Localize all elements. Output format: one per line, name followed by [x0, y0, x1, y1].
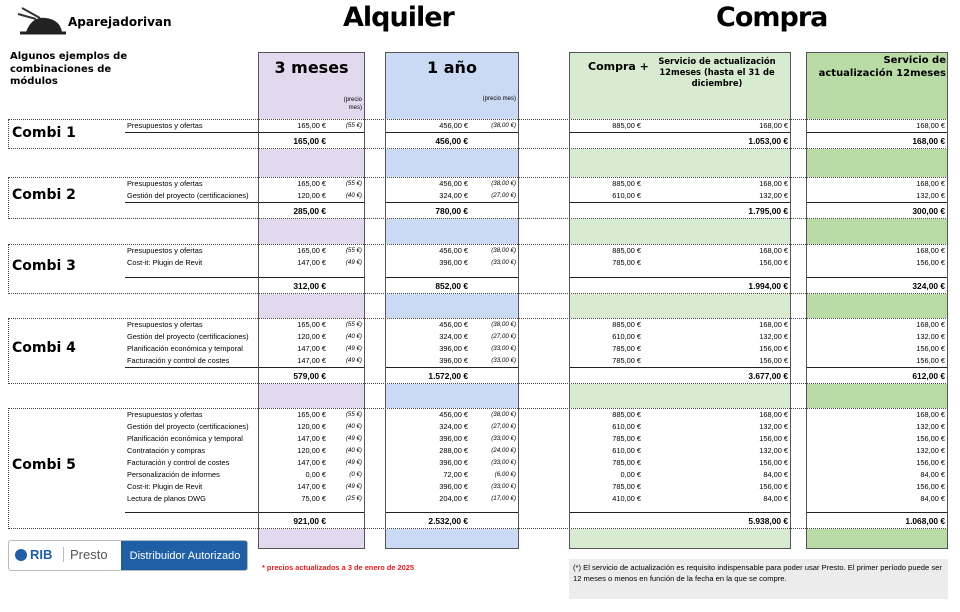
- module-name: Cost-it: Plugin de Revit: [127, 258, 203, 267]
- price-compra: 610,00 €: [612, 332, 641, 341]
- price-3meses: 120,00 €: [297, 191, 326, 200]
- month-1ano: (33,00 €): [491, 344, 516, 352]
- total-line: [125, 202, 365, 203]
- total-3meses: 312,00 €: [293, 281, 326, 291]
- month-1ano: (33,00 €): [491, 356, 516, 364]
- total-line: [125, 132, 365, 133]
- month-3meses: (40 €): [345, 446, 362, 454]
- price-3meses: 165,00 €: [297, 320, 326, 329]
- month-3meses: (55 €): [345, 246, 362, 254]
- price-servicio-12m: 156,00 €: [916, 258, 945, 267]
- price-compra: 885,00 €: [612, 179, 641, 188]
- month-3meses: (25 €): [345, 494, 362, 502]
- module-name: Lectura de planos DWG: [127, 494, 206, 503]
- total-compra: 3.677,00 €: [748, 371, 788, 381]
- price-1ano: 288,00 €: [439, 446, 468, 455]
- total-servicio-12m: 612,00 €: [912, 371, 945, 381]
- month-3meses: (49 €): [345, 258, 362, 266]
- month-1ano: (17,00 €): [491, 494, 516, 502]
- price-1ano: 324,00 €: [439, 191, 468, 200]
- price-note: * precios actualizados a 3 de enero de 2025: [262, 563, 414, 572]
- price-1ano: 396,00 €: [439, 356, 468, 365]
- total-line: [125, 512, 365, 513]
- heading-compra: Compra: [716, 2, 828, 33]
- price-3meses: 165,00 €: [297, 410, 326, 419]
- col-svc2-title: Servicio de actualización 12meses: [818, 55, 946, 79]
- price-servicio: 132,00 €: [759, 422, 788, 431]
- total-compra: 1.994,00 €: [748, 281, 788, 291]
- price-servicio-12m: 168,00 €: [916, 320, 945, 329]
- col-3meses-title: 3 meses: [274, 58, 349, 77]
- month-3meses: (49 €): [345, 458, 362, 466]
- total-1ano: 2.532,00 €: [428, 516, 468, 526]
- price-3meses: 147,00 €: [297, 356, 326, 365]
- module-name: Facturación y control de costes: [127, 356, 230, 365]
- month-3meses: (55 €): [345, 410, 362, 418]
- total-line: [385, 132, 519, 133]
- module-name: Gestión del proyecto (certificaciones): [127, 332, 249, 341]
- hat-feather-icon: [14, 4, 70, 38]
- total-servicio-12m: 324,00 €: [912, 281, 945, 291]
- col-3meses-note: (precio mes): [343, 97, 362, 111]
- col-svc-title: Servicio de actualización 12meses (hasta el 31 de diciembre): [658, 56, 776, 88]
- combi-label: Combi 4: [12, 339, 76, 356]
- presto-brand: Presto: [63, 547, 108, 562]
- price-1ano: 456,00 €: [439, 320, 468, 329]
- price-compra: 610,00 €: [612, 422, 641, 431]
- price-servicio: 168,00 €: [759, 410, 788, 419]
- total-line: [569, 202, 791, 203]
- price-servicio-12m: 84,00 €: [920, 470, 945, 479]
- price-3meses: 120,00 €: [297, 422, 326, 431]
- price-servicio: 156,00 €: [759, 344, 788, 353]
- total-line: [806, 132, 948, 133]
- module-name: Contratación y compras: [127, 446, 206, 455]
- price-3meses: 147,00 €: [297, 434, 326, 443]
- total-compra: 1.795,00 €: [748, 206, 788, 216]
- rib-badge: [8, 540, 248, 571]
- month-1ano: (27,00 €): [491, 191, 516, 199]
- total-1ano: 456,00 €: [435, 136, 468, 146]
- month-3meses: (0 €): [349, 470, 362, 478]
- price-servicio: 156,00 €: [759, 258, 788, 267]
- distributor-label: Distribuidor Autorizado: [121, 541, 248, 571]
- brand-name: Aparejadorivan: [68, 15, 172, 29]
- price-compra: 785,00 €: [612, 482, 641, 491]
- total-line: [569, 367, 791, 368]
- brand-logo: [14, 4, 254, 38]
- service-note: (*) El servicio de actualización es requisito indispensable para poder usar Presto. El primer período puede ser 12 meses o menos en función de la fecha en la que se compre.: [569, 559, 948, 599]
- month-1ano: (33,00 €): [491, 482, 516, 490]
- price-compra: 785,00 €: [612, 344, 641, 353]
- price-1ano: 456,00 €: [439, 179, 468, 188]
- total-servicio-12m: 168,00 €: [912, 136, 945, 146]
- combi-label: Combi 2: [12, 186, 76, 203]
- month-1ano: (27,00 €): [491, 422, 516, 430]
- price-compra: 785,00 €: [612, 458, 641, 467]
- total-compra: 1.053,00 €: [748, 136, 788, 146]
- total-servicio-12m: 300,00 €: [912, 206, 945, 216]
- price-1ano: 324,00 €: [439, 332, 468, 341]
- price-servicio-12m: 156,00 €: [916, 458, 945, 467]
- month-3meses: (55 €): [345, 320, 362, 328]
- price-1ano: 324,00 €: [439, 422, 468, 431]
- total-line: [569, 132, 791, 133]
- price-1ano: 396,00 €: [439, 344, 468, 353]
- month-3meses: (49 €): [345, 344, 362, 352]
- price-compra: 885,00 €: [612, 410, 641, 419]
- price-1ano: 456,00 €: [439, 121, 468, 130]
- col-1ano-title: 1 año: [427, 58, 477, 77]
- price-servicio-12m: 168,00 €: [916, 179, 945, 188]
- price-compra: 610,00 €: [612, 446, 641, 455]
- price-compra: 785,00 €: [612, 356, 641, 365]
- module-name: Presupuestos y ofertas: [127, 179, 203, 188]
- col-1ano-note: (precio mes): [482, 96, 516, 102]
- price-servicio-12m: 168,00 €: [916, 410, 945, 419]
- price-1ano: 396,00 €: [439, 258, 468, 267]
- rib-logo-icon: [15, 549, 27, 561]
- month-1ano: (33,00 €): [491, 458, 516, 466]
- module-name: Personalización de informes: [127, 470, 220, 479]
- module-name: Planificación económica y temporal: [127, 344, 243, 353]
- month-1ano: (24,00 €): [491, 446, 516, 454]
- price-servicio: 132,00 €: [759, 191, 788, 200]
- month-3meses: (40 €): [345, 191, 362, 199]
- total-line: [569, 277, 791, 278]
- price-compra: 885,00 €: [612, 320, 641, 329]
- price-servicio: 156,00 €: [759, 434, 788, 443]
- price-3meses: 120,00 €: [297, 332, 326, 341]
- total-3meses: 579,00 €: [293, 371, 326, 381]
- price-servicio-12m: 168,00 €: [916, 246, 945, 255]
- combi-label: Combi 3: [12, 257, 76, 274]
- price-servicio: 84,00 €: [763, 494, 788, 503]
- price-servicio-12m: 132,00 €: [916, 332, 945, 341]
- price-3meses: 165,00 €: [297, 246, 326, 255]
- month-1ano: (33,00 €): [491, 258, 516, 266]
- combi-label: Combi 5: [12, 457, 76, 473]
- total-line: [806, 367, 948, 368]
- price-3meses: 165,00 €: [297, 179, 326, 188]
- module-name: Gestión del proyecto (certificaciones): [127, 422, 249, 431]
- price-compra: 885,00 €: [612, 246, 641, 255]
- price-3meses: 147,00 €: [297, 344, 326, 353]
- total-3meses: 165,00 €: [293, 136, 326, 146]
- total-line: [125, 277, 365, 278]
- month-1ano: (27,00 €): [491, 332, 516, 340]
- price-3meses: 147,00 €: [297, 458, 326, 467]
- month-3meses: (55 €): [345, 121, 362, 129]
- total-3meses: 921,00 €: [293, 516, 326, 526]
- price-servicio-12m: 132,00 €: [916, 422, 945, 431]
- price-1ano: 72,00 €: [443, 470, 468, 479]
- total-line: [806, 277, 948, 278]
- module-name: Planificación económica y temporal: [127, 434, 243, 443]
- price-compra: 785,00 €: [612, 258, 641, 267]
- price-servicio: 132,00 €: [759, 446, 788, 455]
- total-1ano: 1.572,00 €: [428, 371, 468, 381]
- total-line: [385, 512, 519, 513]
- module-name: Presupuestos y ofertas: [127, 410, 203, 419]
- price-3meses: 75,00 €: [301, 494, 326, 503]
- price-1ano: 456,00 €: [439, 410, 468, 419]
- col-compra-title: Compra +: [588, 60, 649, 73]
- price-compra: 885,00 €: [612, 121, 641, 130]
- price-servicio-12m: 156,00 €: [916, 482, 945, 491]
- price-servicio-12m: 156,00 €: [916, 356, 945, 365]
- module-name: Gestión del proyecto (certificaciones): [127, 191, 249, 200]
- price-servicio-12m: 156,00 €: [916, 344, 945, 353]
- price-1ano: 456,00 €: [439, 246, 468, 255]
- price-servicio-12m: 168,00 €: [916, 121, 945, 130]
- price-servicio: 156,00 €: [759, 458, 788, 467]
- price-1ano: 396,00 €: [439, 458, 468, 467]
- month-1ano: (38,00 €): [491, 121, 516, 129]
- price-servicio: 156,00 €: [759, 356, 788, 365]
- module-name: Presupuestos y ofertas: [127, 320, 203, 329]
- price-1ano: 396,00 €: [439, 482, 468, 491]
- total-compra: 5.938,00 €: [748, 516, 788, 526]
- total-line: [806, 202, 948, 203]
- module-name: Facturación y control de costes: [127, 458, 230, 467]
- price-compra: 785,00 €: [612, 434, 641, 443]
- total-line: [385, 277, 519, 278]
- total-line: [806, 512, 948, 513]
- price-3meses: 165,00 €: [297, 121, 326, 130]
- month-3meses: (49 €): [345, 356, 362, 364]
- price-1ano: 204,00 €: [439, 494, 468, 503]
- total-line: [385, 367, 519, 368]
- month-1ano: (33,00 €): [491, 434, 516, 442]
- price-servicio: 168,00 €: [759, 179, 788, 188]
- price-servicio: 156,00 €: [759, 482, 788, 491]
- price-3meses: 120,00 €: [297, 446, 326, 455]
- total-1ano: 852,00 €: [435, 281, 468, 291]
- total-line: [125, 367, 365, 368]
- month-3meses: (55 €): [345, 179, 362, 187]
- price-compra: 610,00 €: [612, 191, 641, 200]
- price-compra: 410,00 €: [612, 494, 641, 503]
- module-name: Presupuestos y ofertas: [127, 121, 203, 130]
- total-servicio-12m: 1.068,00 €: [905, 516, 945, 526]
- month-3meses: (49 €): [345, 482, 362, 490]
- month-1ano: (38,00 €): [491, 410, 516, 418]
- rib-brand: RIB: [30, 547, 53, 562]
- price-1ano: 396,00 €: [439, 434, 468, 443]
- total-1ano: 780,00 €: [435, 206, 468, 216]
- price-servicio-12m: 156,00 €: [916, 434, 945, 443]
- price-servicio: 168,00 €: [759, 121, 788, 130]
- month-1ano: (38,00 €): [491, 246, 516, 254]
- price-compra: 0,00 €: [620, 470, 641, 479]
- month-3meses: (49 €): [345, 434, 362, 442]
- month-1ano: (6,00 €): [494, 470, 516, 478]
- combi-label: Combi 1: [12, 125, 76, 141]
- price-3meses: 147,00 €: [297, 482, 326, 491]
- price-servicio: 132,00 €: [759, 332, 788, 341]
- price-servicio: 168,00 €: [759, 246, 788, 255]
- total-3meses: 285,00 €: [293, 206, 326, 216]
- total-line: [385, 202, 519, 203]
- price-3meses: 0,00 €: [305, 470, 326, 479]
- module-name: Presupuestos y ofertas: [127, 246, 203, 255]
- total-line: [569, 512, 791, 513]
- price-servicio: 168,00 €: [759, 320, 788, 329]
- month-3meses: (40 €): [345, 332, 362, 340]
- price-3meses: 147,00 €: [297, 258, 326, 267]
- month-1ano: (38,00 €): [491, 320, 516, 328]
- intro-text: Algunos ejemplos de combinaciones de módulos: [10, 51, 128, 87]
- price-servicio-12m: 84,00 €: [920, 494, 945, 503]
- price-servicio: 84,00 €: [763, 470, 788, 479]
- price-servicio-12m: 132,00 €: [916, 446, 945, 455]
- month-1ano: (38,00 €): [491, 179, 516, 187]
- heading-alquiler: Alquiler: [343, 2, 454, 33]
- module-name: Cost-it: Plugin de Revit: [127, 482, 203, 491]
- price-servicio-12m: 132,00 €: [916, 191, 945, 200]
- month-3meses: (40 €): [345, 422, 362, 430]
